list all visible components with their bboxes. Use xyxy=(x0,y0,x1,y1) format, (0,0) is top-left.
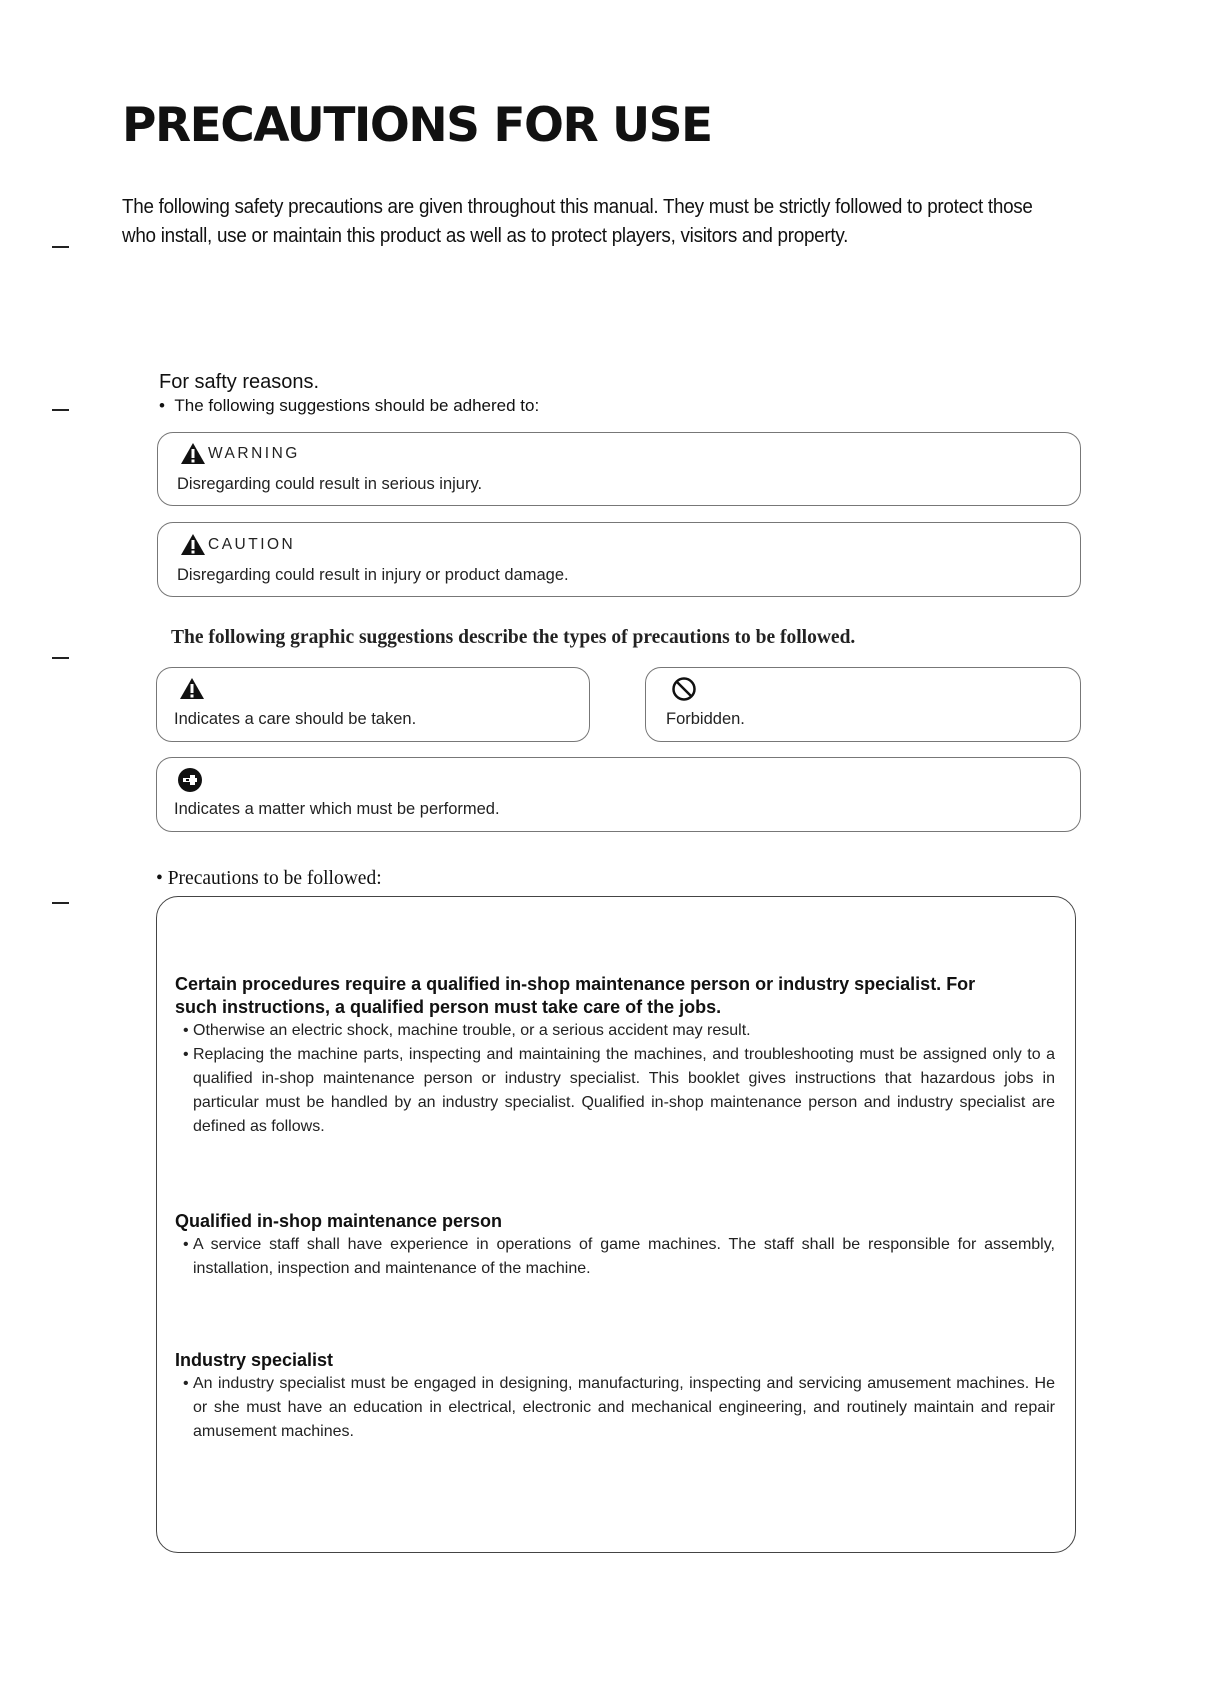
forbidden-icon xyxy=(671,676,697,702)
list-item: • An industry specialist must be engaged in designing, manufacturing, inspecting and servicing amusement machines. He or she must have an education in electrical, electronic and mechanical engineering, and routinely maintain and repair amusement machines. xyxy=(183,1375,1055,1440)
caution-triangle-icon xyxy=(180,533,206,556)
list-item: • A service staff shall have experience in operations of game machines. The staff shall be responsible for assembly, installation, inspection and maintenance of the machine. xyxy=(183,1236,1055,1277)
precautions-box xyxy=(156,896,1076,1553)
margin-mark xyxy=(52,409,69,411)
performed-text: Indicates a matter which must be performed. xyxy=(174,800,500,818)
qualified-section xyxy=(175,973,1055,1139)
forbidden-box xyxy=(645,667,1081,742)
list-item: • Replacing the machine parts, inspecting and maintaining the machines, and troubleshooting must be assigned only to a qualified in-shop maintenance person or industry specialist. This booklet gives instructions that hazardous jobs in particular must be handled by an industry specialist. Qualified in-shop maintenance person and industry specialist are defined as follows. xyxy=(183,1046,1055,1135)
list-item: • Otherwise an electric shock, machine trouble, or a serious accident may result. xyxy=(183,1022,751,1039)
qualified-item-2: Replacing the machine parts, inspecting and maintaining the machines, and troubleshooting must be assigned only to a qualified in-shop maintenance person or industry specialist. This booklet gives instructions that hazardous jobs in particular must be handled by an industry specialist. Qualified in-shop maintenance person and industry specialist are defined as follows. xyxy=(193,1046,1055,1135)
mandatory-action-icon xyxy=(177,767,203,793)
intro-paragraph: The following safety precautions are given throughout this manual. They must be strictly followed to protect those who install, use or maintain this product as well as to protect players, visitors and property. xyxy=(122,195,1033,247)
safety-heading: For safty reasons. xyxy=(159,371,320,393)
bullet-dot: • xyxy=(159,396,175,415)
page-title: PRECAUTIONS FOR USE xyxy=(122,98,712,153)
maintenance-item: A service staff shall have experience in operations of game machines. The staff shall be responsible for assembly, installation, inspection and maintenance of the machine. xyxy=(193,1236,1055,1277)
safety-bullet xyxy=(159,396,539,416)
margin-mark xyxy=(52,246,69,248)
maintenance-section xyxy=(175,1210,1055,1281)
forbidden-text: Forbidden. xyxy=(666,710,745,728)
warning-label: WARNING xyxy=(208,444,300,462)
specialist-item: An industry specialist must be engaged in designing, manufacturing, inspecting and servicing amusement machines. He or she must have an education in electrical, electronic and mechanical engineering, and routinely maintain and repair amusement machines. xyxy=(193,1375,1055,1440)
warning-box xyxy=(157,432,1081,506)
safety-bullet-text: The following suggestions should be adhered to: xyxy=(174,396,540,415)
margin-mark xyxy=(52,657,69,659)
care-box xyxy=(156,667,590,742)
qualified-heading: Certain procedures require a qualified in-shop maintenance person or industry specialist. For such instructions, a qualified person must take care of the jobs. xyxy=(175,974,976,1017)
caution-box xyxy=(157,522,1081,597)
maintenance-heading: Qualified in-shop maintenance person xyxy=(175,1211,503,1231)
warning-text: Disregarding could result in serious injury. xyxy=(177,475,483,493)
bullet-dot: • xyxy=(156,868,168,889)
precautions-heading-text: Precautions to be followed: xyxy=(167,868,382,889)
margin-mark xyxy=(52,902,69,904)
caution-label: CAUTION xyxy=(208,535,296,553)
warning-triangle-icon xyxy=(180,442,206,465)
specialist-heading: Industry specialist xyxy=(175,1350,334,1370)
precautions-heading xyxy=(156,868,382,890)
care-triangle-icon xyxy=(179,677,205,700)
caution-text: Disregarding could result in injury or product damage. xyxy=(177,566,569,584)
care-text: Indicates a care should be taken. xyxy=(174,710,417,728)
qualified-item-1: Otherwise an electric shock, machine trouble, or a serious accident may result. xyxy=(193,1022,751,1039)
performed-box xyxy=(156,757,1081,832)
specialist-section xyxy=(175,1349,1055,1444)
graphic-suggestions-heading: The following graphic suggestions describe the types of precautions to be followed. xyxy=(171,627,856,648)
